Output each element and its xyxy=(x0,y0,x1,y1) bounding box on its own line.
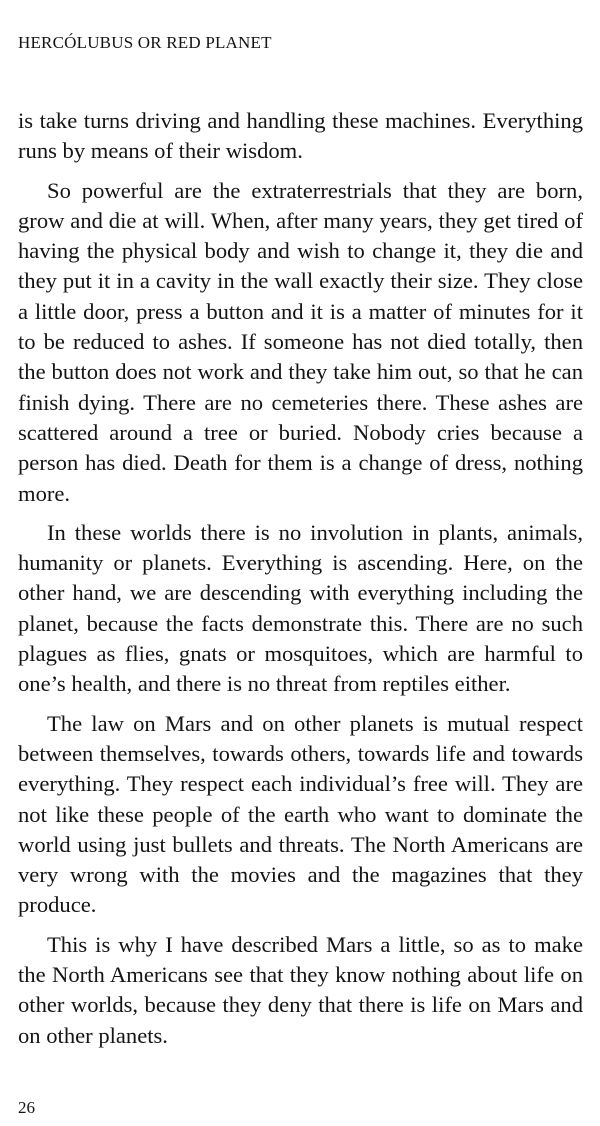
body-text xyxy=(18,106,583,1060)
running-header: HERCÓLUBUS OR RED PLANET xyxy=(18,33,272,52)
paragraph-law-on-mars: The law on Mars and on other planets is mutual respect between themselves, towards others, towards life and towards everything. They respect each individual’s free will. They are not like these people of the earth who want to dominate the world using just bullets and threats. The North Americans are very wrong with the movies and the magazines that they produce. xyxy=(18,710,583,918)
paragraph-conclusion: This is why I have described Mars a little, so as to make the North Americans see that they know nothing about life on other worlds, because they deny that there is life on Mars and on other planets. xyxy=(18,931,583,1048)
paragraph-continued: is take turns driving and handling these machines. Everything runs by means of their wisdom. xyxy=(18,108,583,164)
paragraph-no-involution: In these worlds there is no involution in plants, animals, humanity or planets. Everything is ascending. Here, on the other hand, we are descending with everything including the planet, because the facts demonstrate this. There are no such plagues as flies, gnats or mosquitoes, which are harmful to one’s health, and there is no threat from reptiles either. xyxy=(18,519,583,697)
page-number: 26 xyxy=(18,1098,35,1117)
paragraph-extraterrestrials-death: So powerful are the extraterrestrials that they are born, grow and die at will. When, after many years, they get tired of having the physical body and wish to change it, they die and they put it in a cavity in the wall exactly their size. They close a little door, press a button and it is a matter of minutes for it to be reduced to ashes. If someone has not died totally, then the button does not work and they take him out, so that he can finish dying. There are no cemeteries there. These ashes are scattered around a tree or buried. Nobody cries because a person has died. Death for them is a change of dress, nothing more. xyxy=(18,177,583,506)
